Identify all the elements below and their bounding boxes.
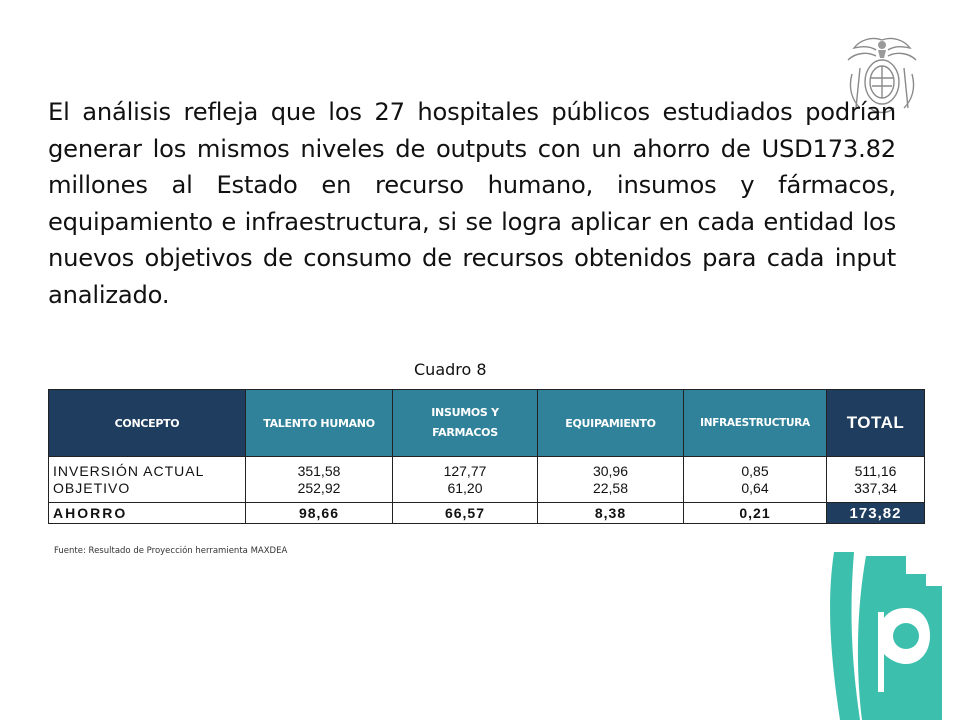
analysis-paragraph: El análisis refleja que los 27 hospitales públicos estudiados podrían generar los mismos niveles de outputs con un ahorro de USD173.82 millones al Estado en recurso humano, insumos y fármacos, equipamiento e infraestructura, si se logra aplicar en cada entidad los nuevos objetivos de consumo de recursos obtenidos para cada input analizado. bbox=[48, 98, 896, 309]
header-equipamiento: EQUIPAMIENTO bbox=[538, 390, 684, 457]
cell-value: 0,64 bbox=[684, 480, 827, 503]
table-row bbox=[49, 457, 925, 481]
header-concepto: CONCEPTO bbox=[49, 390, 246, 457]
cell-value: 252,92 bbox=[246, 480, 393, 503]
cell-value: 351,58 bbox=[246, 457, 393, 481]
cell-value: 8,38 bbox=[538, 503, 684, 524]
cell-value: 61,20 bbox=[393, 480, 538, 503]
header-talento-humano: TALENTO HUMANO bbox=[246, 390, 393, 457]
source-note: Fuente: Resultado de Proyección herramienta MAXDEA bbox=[54, 546, 288, 556]
savings-table bbox=[48, 389, 925, 524]
row-label-objetivo: OBJETIVO bbox=[49, 480, 246, 503]
p-brand-logo-icon bbox=[826, 552, 950, 720]
header-insumos-farmacos: INSUMOS Y FARMACOS bbox=[393, 390, 538, 457]
row-label-ahorro: AHORRO bbox=[49, 503, 246, 524]
cell-value: 0,21 bbox=[684, 503, 827, 524]
cell-value-total: 511,16 bbox=[827, 457, 925, 481]
table-row bbox=[49, 503, 925, 524]
header-total: TOTAL bbox=[827, 390, 925, 457]
cell-value: 98,66 bbox=[246, 503, 393, 524]
cell-value: 0,85 bbox=[684, 457, 827, 481]
header-infraestructura: INFRAESTRUCTURA bbox=[684, 390, 827, 457]
table-row bbox=[49, 480, 925, 503]
row-label-inversion-actual: INVERSIÓN ACTUAL bbox=[49, 457, 246, 481]
cell-value: 30,96 bbox=[538, 457, 684, 481]
cell-value: 66,57 bbox=[393, 503, 538, 524]
table-header-row bbox=[49, 390, 925, 457]
cell-value: 127,77 bbox=[393, 457, 538, 481]
cell-value-total: 337,34 bbox=[827, 480, 925, 503]
table-caption: Cuadro 8 bbox=[414, 360, 487, 379]
cell-value-total: 173,82 bbox=[827, 503, 925, 524]
cell-value: 22,58 bbox=[538, 480, 684, 503]
